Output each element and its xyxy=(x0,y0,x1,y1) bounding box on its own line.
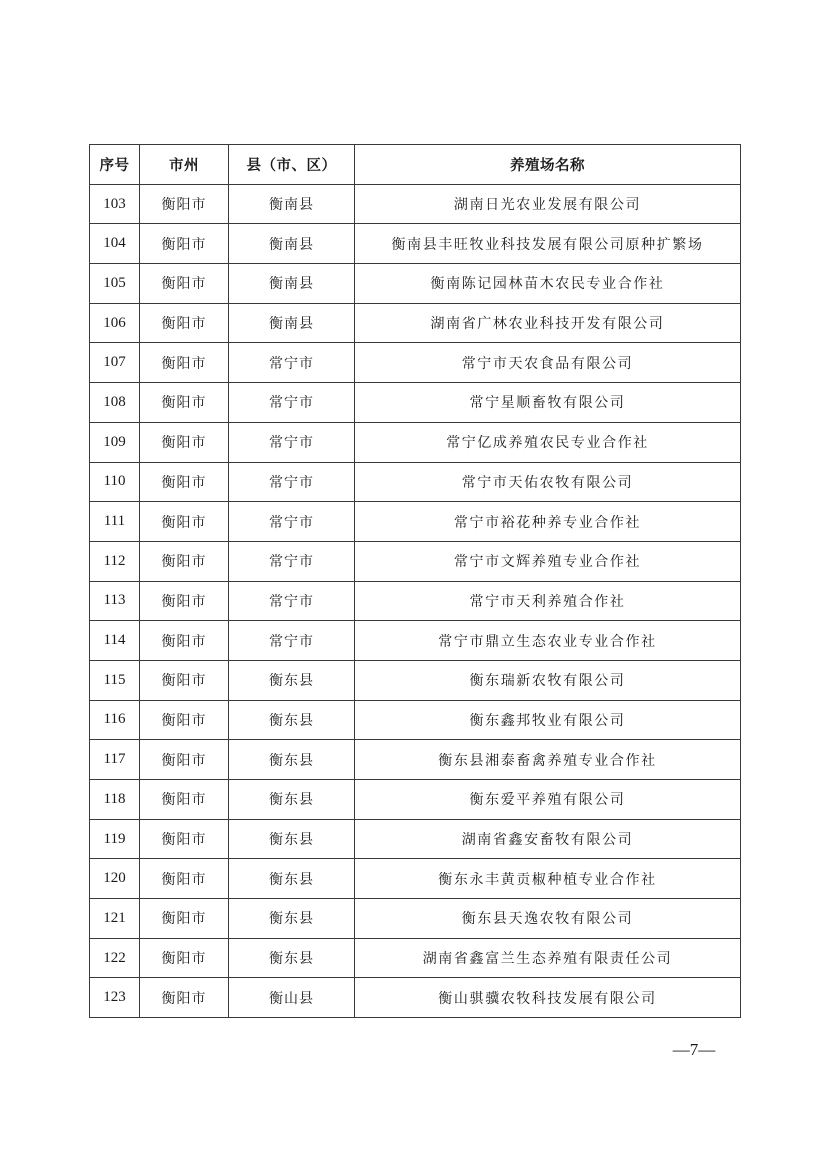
cell-farm-name: 常宁市文辉养殖专业合作社 xyxy=(355,541,741,581)
cell-farm-name: 常宁市天佑农牧有限公司 xyxy=(355,462,741,502)
cell-seq: 105 xyxy=(90,264,140,304)
table-row xyxy=(90,462,741,502)
table-row xyxy=(90,264,741,304)
cell-city: 衡阳市 xyxy=(140,502,229,542)
cell-city: 衡阳市 xyxy=(140,422,229,462)
cell-farm-name: 衡东瑞新农牧有限公司 xyxy=(355,660,741,700)
cell-seq: 117 xyxy=(90,740,140,780)
cell-farm-name: 常宁市鼎立生态农业专业合作社 xyxy=(355,621,741,661)
cell-seq: 121 xyxy=(90,899,140,939)
cell-farm-name: 湖南日光农业发展有限公司 xyxy=(355,184,741,224)
cell-seq: 106 xyxy=(90,303,140,343)
cell-city: 衡阳市 xyxy=(140,978,229,1018)
cell-seq: 119 xyxy=(90,819,140,859)
cell-farm-name: 衡南县丰旺牧业科技发展有限公司原种扩繁场 xyxy=(355,224,741,264)
table-row xyxy=(90,343,741,383)
cell-seq: 110 xyxy=(90,462,140,502)
cell-county: 常宁市 xyxy=(229,422,355,462)
table-row xyxy=(90,700,741,740)
table-row xyxy=(90,621,741,661)
cell-city: 衡阳市 xyxy=(140,621,229,661)
table-row xyxy=(90,224,741,264)
header-city: 市州 xyxy=(140,145,229,185)
table-row xyxy=(90,819,741,859)
cell-city: 衡阳市 xyxy=(140,303,229,343)
cell-county: 常宁市 xyxy=(229,343,355,383)
cell-city: 衡阳市 xyxy=(140,224,229,264)
cell-city: 衡阳市 xyxy=(140,819,229,859)
cell-seq: 116 xyxy=(90,700,140,740)
cell-city: 衡阳市 xyxy=(140,343,229,383)
table-row xyxy=(90,422,741,462)
table-row xyxy=(90,899,741,939)
cell-farm-name: 衡东永丰黄贡椒种植专业合作社 xyxy=(355,859,741,899)
cell-farm-name: 常宁市天利养殖合作社 xyxy=(355,581,741,621)
table-row xyxy=(90,859,741,899)
cell-farm-name: 常宁亿成养殖农民专业合作社 xyxy=(355,422,741,462)
cell-county: 衡东县 xyxy=(229,859,355,899)
table-row xyxy=(90,502,741,542)
cell-farm-name: 衡东鑫邦牧业有限公司 xyxy=(355,700,741,740)
cell-city: 衡阳市 xyxy=(140,740,229,780)
cell-county: 衡南县 xyxy=(229,224,355,264)
cell-seq: 111 xyxy=(90,502,140,542)
cell-city: 衡阳市 xyxy=(140,581,229,621)
cell-county: 衡东县 xyxy=(229,780,355,820)
cell-county: 常宁市 xyxy=(229,621,355,661)
cell-county: 衡东县 xyxy=(229,740,355,780)
cell-seq: 103 xyxy=(90,184,140,224)
cell-county: 衡东县 xyxy=(229,700,355,740)
cell-seq: 107 xyxy=(90,343,140,383)
cell-farm-name: 衡东爱平养殖有限公司 xyxy=(355,780,741,820)
cell-seq: 109 xyxy=(90,422,140,462)
table-row xyxy=(90,581,741,621)
cell-seq: 123 xyxy=(90,978,140,1018)
table-row xyxy=(90,978,741,1018)
cell-city: 衡阳市 xyxy=(140,541,229,581)
cell-county: 衡东县 xyxy=(229,899,355,939)
cell-seq: 104 xyxy=(90,224,140,264)
cell-county: 衡东县 xyxy=(229,819,355,859)
cell-city: 衡阳市 xyxy=(140,700,229,740)
table-body xyxy=(90,184,741,1017)
cell-farm-name: 常宁市天农食品有限公司 xyxy=(355,343,741,383)
cell-city: 衡阳市 xyxy=(140,383,229,423)
cell-city: 衡阳市 xyxy=(140,859,229,899)
cell-county: 衡南县 xyxy=(229,184,355,224)
cell-county: 衡东县 xyxy=(229,660,355,700)
cell-city: 衡阳市 xyxy=(140,264,229,304)
cell-farm-name: 湖南省鑫富兰生态养殖有限责任公司 xyxy=(355,938,741,978)
cell-city: 衡阳市 xyxy=(140,780,229,820)
farm-list-table xyxy=(89,144,741,1018)
table-row xyxy=(90,740,741,780)
cell-county: 衡南县 xyxy=(229,303,355,343)
cell-city: 衡阳市 xyxy=(140,938,229,978)
header-farm-name: 养殖场名称 xyxy=(355,145,741,185)
cell-city: 衡阳市 xyxy=(140,184,229,224)
table-header-row xyxy=(90,145,741,185)
table-row xyxy=(90,541,741,581)
cell-seq: 108 xyxy=(90,383,140,423)
cell-county: 常宁市 xyxy=(229,383,355,423)
header-county: 县（市、区） xyxy=(229,145,355,185)
cell-farm-name: 常宁市裕花种养专业合作社 xyxy=(355,502,741,542)
cell-farm-name: 衡东县湘泰畜禽养殖专业合作社 xyxy=(355,740,741,780)
cell-farm-name: 衡山骐骥农牧科技发展有限公司 xyxy=(355,978,741,1018)
table-row xyxy=(90,303,741,343)
cell-county: 常宁市 xyxy=(229,581,355,621)
cell-farm-name: 常宁星顺畜牧有限公司 xyxy=(355,383,741,423)
cell-county: 衡东县 xyxy=(229,938,355,978)
cell-county: 衡南县 xyxy=(229,264,355,304)
cell-seq: 118 xyxy=(90,780,140,820)
cell-city: 衡阳市 xyxy=(140,462,229,502)
cell-county: 常宁市 xyxy=(229,502,355,542)
cell-county: 衡山县 xyxy=(229,978,355,1018)
cell-seq: 113 xyxy=(90,581,140,621)
cell-farm-name: 湖南省鑫安畜牧有限公司 xyxy=(355,819,741,859)
cell-farm-name: 湖南省广林农业科技开发有限公司 xyxy=(355,303,741,343)
table-row xyxy=(90,660,741,700)
table-row xyxy=(90,780,741,820)
cell-seq: 114 xyxy=(90,621,140,661)
cell-farm-name: 衡南陈记园林苗木农民专业合作社 xyxy=(355,264,741,304)
cell-county: 常宁市 xyxy=(229,462,355,502)
page-number: —7— xyxy=(672,1040,716,1059)
header-seq: 序号 xyxy=(90,145,140,185)
cell-seq: 112 xyxy=(90,541,140,581)
cell-city: 衡阳市 xyxy=(140,660,229,700)
cell-city: 衡阳市 xyxy=(140,899,229,939)
cell-seq: 115 xyxy=(90,660,140,700)
table-row xyxy=(90,383,741,423)
cell-seq: 122 xyxy=(90,938,140,978)
table-row xyxy=(90,938,741,978)
table-row xyxy=(90,184,741,224)
cell-county: 常宁市 xyxy=(229,541,355,581)
cell-seq: 120 xyxy=(90,859,140,899)
cell-farm-name: 衡东县天逸农牧有限公司 xyxy=(355,899,741,939)
